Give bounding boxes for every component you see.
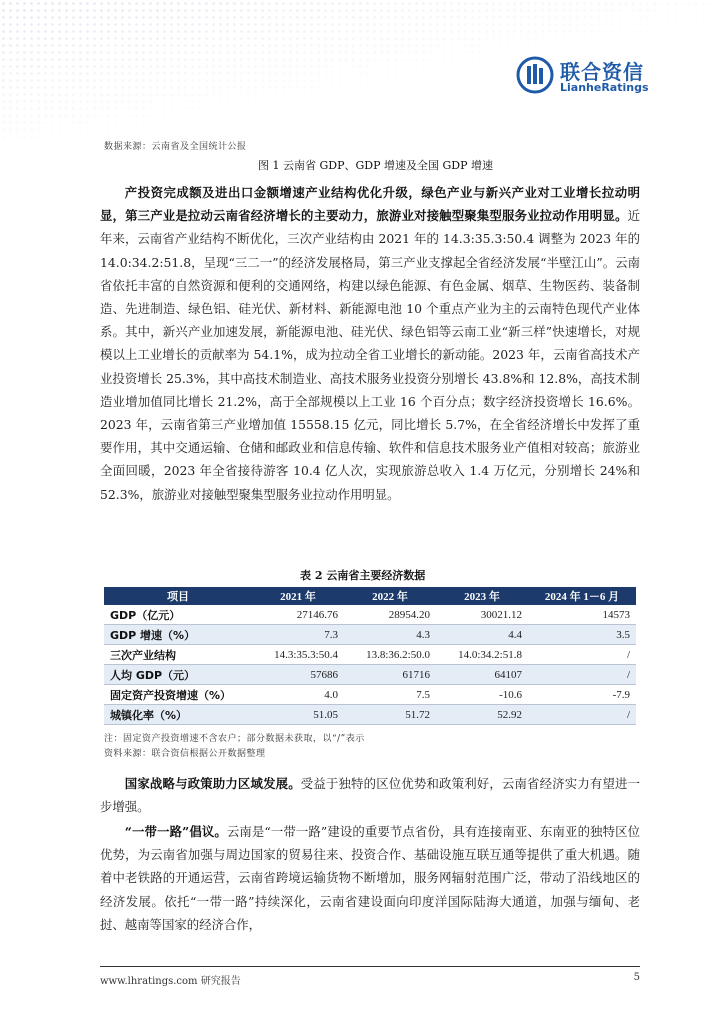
table-cell: 28954.20 [344,605,436,625]
table-cell: / [528,645,636,665]
lianhe-logo-icon [516,56,554,94]
table-cell: 14573 [528,605,636,625]
paragraph-belt-road-body: 云南是“一带一路”建设的重要节点省份，具有连接南亚、东南亚的独特区位优势，为云南省加强与周边国家的贸易往来、投资合作、基础设施互联互通等提供了重大机遇。随着中老铁路的开通运营，云南省跨境运输货物不断增加，服务网辐射范围广泛，带动了沿线地区的经济发展。依托“一带一路”持续深化，云南省建设面向印度洋国际陆海大通道，加强与缅甸、老挝、越南等国家的经济合作， [100,824,640,932]
table-row-label: 城镇化率（%） [104,705,252,725]
table-cell: 27146.76 [252,605,344,625]
page-number: 5 [633,972,640,983]
table-cell: 52.92 [436,705,528,725]
table-cell: 4.4 [436,625,528,645]
table-cell: 51.05 [252,705,344,725]
paragraph-strategy-body: 受益于独特的区位优势和政策利好，云南省经济实力有望进一步增强。 [100,776,640,815]
table-cell: -7.9 [528,685,636,705]
table-cell: 14.0:34.2:51.8 [436,645,528,665]
table-source: 资料来源：联合资信根据公开数据整理 [104,749,266,759]
table-row [104,625,636,645]
table-header-cell: 项目 [104,587,252,605]
table-cell: -10.6 [436,685,528,705]
table-header-cell: 2021 年 [252,587,344,605]
table-cell: 61716 [344,665,436,685]
table-cell: 13.8:36.2:50.0 [344,645,436,665]
table-header-cell: 2022 年 [344,587,436,605]
table-cell: / [528,705,636,725]
logo-english-name: LianheRatings [560,81,649,94]
company-logo [516,56,716,96]
table-caption: 表 2 云南省主要经济数据 [300,569,426,582]
table-note: 注：固定资产投资增速不含农户；部分数据未获取，以“/”表示 [104,734,365,744]
table-row-label: 三次产业结构 [104,645,252,665]
paragraph-industry [100,181,640,506]
economic-data-table [104,587,636,725]
logo-chinese-name: 联合资信 [560,60,644,84]
paragraph-strategy-heading: 国家战略与政策助力区域发展。 [124,776,301,791]
paragraph-industry-body: 近年来，云南省产业结构不断优化，三次产业结构由 2021 年的 14.3:35.3:50.4 调整为 2023 年的 14.0:34.2:51.8，呈现“三二一”的经济发展格局，第三产业支撑起全省经济发展“半壁江山”。云南省依托丰富的自然资源和便利的交通网络，构建以绿色能源、有色金属、烟草、生物医药、装备制造、先进制造、绿色铝、硅光伏、新材料、新能源电池 10 个重点产业为主的云南特色现代产业体系。其中，新兴产业加速发展，新能源电池、硅光伏、绿色铝等云南工业“新三样”快速增长，对规模以上工业增长的贡献率为 54.1%，成为拉动全省工业增长的新动能。2023 年，云南省高技术产业投资增长 25.3%，其中高技术制造业、高技术服务业投资分别增长 43.8%和 12.8%，高技术制造业增加值同比增长 21.2%，高于全部规模以上工业 16 个百分点；数字经济投资增长 16.6%。2023 年，云南省第三产业增加值 15558.15 亿元，同比增长 5.7%，在全省经济增长中发挥了重要作用，其中交通运输、仓储和邮政业和信息传输、软件和信息技术服务业产值相对较高；旅游业全面回暖，2023 年全省接待游客 10.4 亿人次，实现旅游总收入 1.4 万亿元，分别增长 24%和 52.3%，旅游业对接触型聚集型服务业拉动作用明显。 [100,208,640,502]
table-row-label: 人均 GDP（元） [104,665,252,685]
table-cell: 64107 [436,665,528,685]
footer-divider [100,966,640,967]
table-cell: / [528,665,636,685]
footer-website: www.lhratings.com 研究报告 [100,976,241,987]
table-header-row [104,587,636,605]
table-cell: 7.3 [252,625,344,645]
table-header-cell: 2024 年 1－6 月 [528,587,636,605]
paragraph-strategy [100,772,640,818]
table-cell: 51.72 [344,705,436,725]
table-cell: 7.5 [344,685,436,705]
paragraph-industry-heading: 产投资完成额及进出口金额增速产业结构优化升级，绿色产业与新兴产业对工业增长拉动明显，第三产业是拉动云南省经济增长的主要动力，旅游业对接触型聚集型服务业拉动作用明显。 [100,185,640,224]
table-row [104,705,636,725]
table-header-cell: 2023 年 [436,587,528,605]
figure-source: 数据来源：云南省及全国统计公报 [104,142,247,152]
table-cell: 3.5 [528,625,636,645]
table-row-label: GDP 增速（%） [104,625,252,645]
table-cell: 4.3 [344,625,436,645]
table-row [104,685,636,705]
table-cell: 4.0 [252,685,344,705]
table-row-label: GDP（亿元） [104,605,252,625]
table-row [104,665,636,685]
table-row-label: 固定资产投资增速（%） [104,685,252,705]
table-cell: 30021.12 [436,605,528,625]
paragraph-belt-road-heading: “一带一路”倡议。 [124,824,227,839]
table-row [104,605,636,625]
table-row [104,645,636,665]
figure-caption: 图 1 云南省 GDP、GDP 增速及全国 GDP 增速 [258,159,494,172]
table-cell: 14.3:35.3:50.4 [252,645,344,665]
table-cell: 57686 [252,665,344,685]
paragraph-belt-road [100,820,640,936]
